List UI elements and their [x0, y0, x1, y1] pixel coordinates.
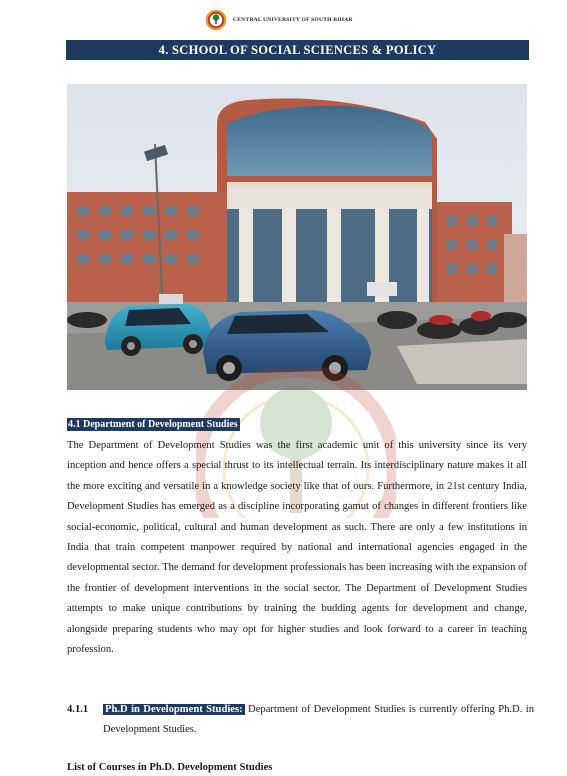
- subsection-paragraph: [103, 700, 534, 741]
- section-heading: 4.1 Department of Development Studies: [68, 419, 238, 430]
- subsection-title: Ph.D in Development Studies:: [105, 704, 243, 715]
- school-title-banner: 4. SCHOOL OF SOCIAL SCIENCES & POLICY: [66, 40, 529, 60]
- subsection-number: 4.1.1: [67, 704, 89, 715]
- section-paragraph: The Department of Development Studies was the first academic unit of this university since its very inception and hence offers a special thrust to its intellectual terrain. Its interdisciplinary nature makes it all the more exciting and versatile in a knowledge society like that of ours. Furthermore, in 21st century India, Development Studies has emerged as a discipline incorporating gamut of changes in different frontiers like social-economic, political, cultural and human development as such. There are only a few institutions in India that train competent manpower required by national and international agencies engaged in the developmental sector. The demand for development professionals has been increasing with the expansion of the frontier of development interventions in the social sector. The Department of Development Studies attempts to make unique contributions by training the budding agents for development and change, alongside preparing students who may opt for higher studies and look forward to a career in teaching profession.: [67, 440, 527, 656]
- university-logo-icon: [205, 9, 227, 31]
- university-name: CENTRAL UNIVERSITY OF SOUTH BIHAR: [233, 17, 353, 23]
- subsection-text: Department of Development Studies is currently offering Ph.D. in Development Studies.: [103, 704, 534, 736]
- page-header: [0, 8, 567, 32]
- course-list-heading: List of Courses in Ph.D. Development Studies: [67, 762, 273, 773]
- campus-building-photo: [67, 84, 527, 390]
